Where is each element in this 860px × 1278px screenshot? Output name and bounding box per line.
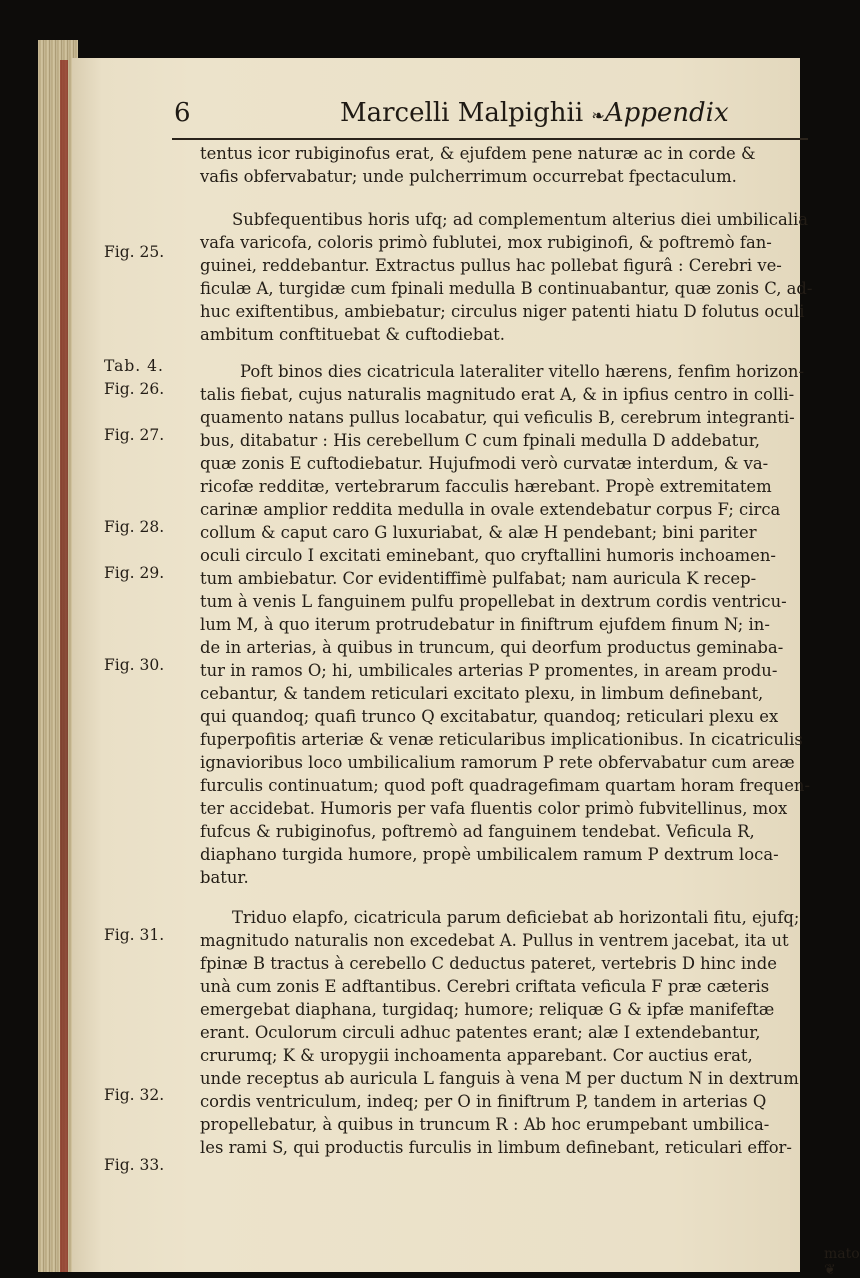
text-line: quæ zonis E cuftodiebatur. Hujufmodi verò curvatæ interdum, & va- (200, 454, 769, 473)
text-line: unà cum zonis E adftantibus. Cerebri criftata veficula F præ cæteris (200, 977, 770, 996)
text-line: bus, ditabatur : His cerebellum C cum fpinali medulla D addebatur, (200, 431, 760, 450)
margin-note-fig29: Fig. 29. (104, 564, 165, 582)
catchword (824, 1246, 860, 1278)
text-line: tum ambiebatur. Cor evidentiffimè pulfabat; nam auricula K recep- (200, 569, 757, 588)
text-line: magnitudo naturalis non excedebat A. Pullus in ventrem jacebat, ita ut (200, 931, 789, 950)
margin-note-fig28: Fig. 28. (104, 518, 165, 536)
text-line: Subfequentibus horis ufq; ad complementum alterius diei umbilicalia (232, 210, 808, 229)
text-line: crurumq; K & uropygii inchoamenta apparebant. Cor auctius erat, (200, 1046, 753, 1065)
book-spine-edge (60, 60, 68, 1272)
text-line: qui quandoq; quafi trunco Q excitabatur, quandoq; reticulari plexu ex (200, 707, 779, 726)
header-rule (172, 138, 808, 140)
text-line: batur. (200, 868, 249, 887)
text-line: ricofæ redditæ, vertebrarum facculis hærebant. Propè extremitatem (200, 477, 772, 496)
text-line: tentus icor rubiginofus erat, & ejufdem pene naturæ ac in corde & (200, 144, 756, 163)
text-line: unde receptus ab auricula L fanguis à vena M per ductum N in dextrum (200, 1069, 799, 1088)
text-line: collum & caput caro G luxuriabat, & alæ H pendebant; bini pariter (200, 523, 757, 542)
margin-note-fig27: Fig. 27. (104, 426, 165, 444)
text-line: Triduo elapfo, cicatricula parum deficiebat ab horizontali fitu, ejufq; (232, 908, 800, 927)
margin-note-fig32: Fig. 32. (104, 1086, 165, 1104)
margin-note-tab4: Tab. 4. (104, 357, 164, 375)
text-line: vafa varicofa, coloris primò fublutei, mox rubiginofi, & poftremò fan- (200, 233, 772, 252)
text-line: furculis continuatum; quod poft quadragefimam quartam horam frequen- (200, 776, 810, 795)
margin-note-fig30: Fig. 30. (104, 656, 165, 674)
text-line: fpinæ B tractus à cerebello C deductus pateret, vertebris D hinc inde (200, 954, 777, 973)
margin-note-fig25: Fig. 25. (104, 243, 165, 261)
text-line: de in arterias, à quibus in truncum, qui deorfum productus geminaba- (200, 638, 784, 657)
catchword-text: mato (824, 1246, 860, 1262)
text-line: tum à venis L fanguinem pulfu propellebat in dextrum cordis ventricu- (200, 592, 787, 611)
paragraph-1 (200, 142, 760, 188)
text-line: erant. Oculorum circuli adhuc patentes erant; alæ I extendebantur, (200, 1023, 761, 1042)
page-number: 6 (174, 98, 191, 128)
text-line: quamento natans pullus locabatur, qui veficulis B, cerebrum integranti- (200, 408, 795, 427)
text-line: ignavioribus loco umbilicalium ramorum P rete obfervabatur cum areæ (200, 753, 795, 772)
running-title-section: Appendix (604, 98, 729, 128)
running-title-ornament-icon: ❧ (591, 106, 605, 125)
text-line: fufcus & rubiginofus, poftremò ad fanguinem tendebat. Veficula R, (200, 822, 755, 841)
text-line: tur in ramos O; hi, umbilicales arterias P promentes, in aream produ- (200, 661, 778, 680)
margin-note-fig26: Fig. 26. (104, 380, 165, 398)
text-line: fuperpofitis arteriæ & venæ reticularibus implicationibus. In cicatriculis (200, 730, 803, 749)
text-line: vafis obfervabatur; unde pulcherrimum occurrebat fpectaculum. (200, 167, 737, 186)
text-line: ficulæ A, turgidæ cum fpinali medulla B continuabantur, quæ zonis C, ad- (200, 279, 813, 298)
text-line: guinei, reddebantur. Extractus pullus hac pollebat figurâ : Cerebri ve- (200, 256, 782, 275)
paragraph-2 (200, 208, 813, 346)
text-line: diaphano turgida humore, propè umbilicalem ramum P dextrum loca- (200, 845, 779, 864)
text-line: emergebat diaphana, turgidaq; humore; reliquæ G & ipfæ manifeftæ (200, 1000, 775, 1019)
text-line: huc exiftentibus, ambiebatur; circulus niger patenti hiatu D folutus oculi (200, 302, 805, 321)
margin-note-fig33: Fig. 33. (104, 1156, 165, 1174)
text-line: ter accidebat. Humoris per vafa fluentis color primò fubvitellinus, mox (200, 799, 788, 818)
text-line: cebantur, & tandem reticulari excitato plexu, in limbum definebant, (200, 684, 764, 703)
paragraph-3 (200, 360, 810, 889)
margin-note-fig31: Fig. 31. (104, 926, 165, 944)
text-line: Poft binos dies cicatricula lateraliter vitello hærens, fenfim horizon- (240, 362, 804, 381)
running-header (172, 98, 812, 138)
text-line: carinæ amplior reddita medulla in ovale extendebatur corpus F; circa (200, 500, 781, 519)
paragraph-4 (200, 906, 800, 1159)
running-title (340, 98, 729, 128)
text-line: ambitum conftituebat & cuftodiebat. (200, 325, 505, 344)
text-line: les rami S, qui productis furculis in limbum definebant, reticulari effor- (200, 1138, 792, 1157)
text-line: talis fiebat, cujus naturalis magnitudo erat A, & in ipfius centro in colli- (200, 385, 795, 404)
text-line: lum M, à quo iterum protrudebatur in finiftrum ejufdem finum N; in- (200, 615, 770, 634)
text-line: oculi circulo I excitati eminebant, quo cryftallini humoris inchoamen- (200, 546, 776, 565)
book-page (72, 58, 860, 1278)
text-line: propellebatur, à quibus in truncum R : Ab hoc erumpebant umbilica- (200, 1115, 770, 1134)
text-line: cordis ventriculum, indeq; per O in finiftrum P, tandem in arterias Q (200, 1092, 767, 1111)
running-title-author: Marcelli Malpighii (340, 98, 584, 128)
catchword-ornament-icon: ❦ (824, 1262, 836, 1278)
